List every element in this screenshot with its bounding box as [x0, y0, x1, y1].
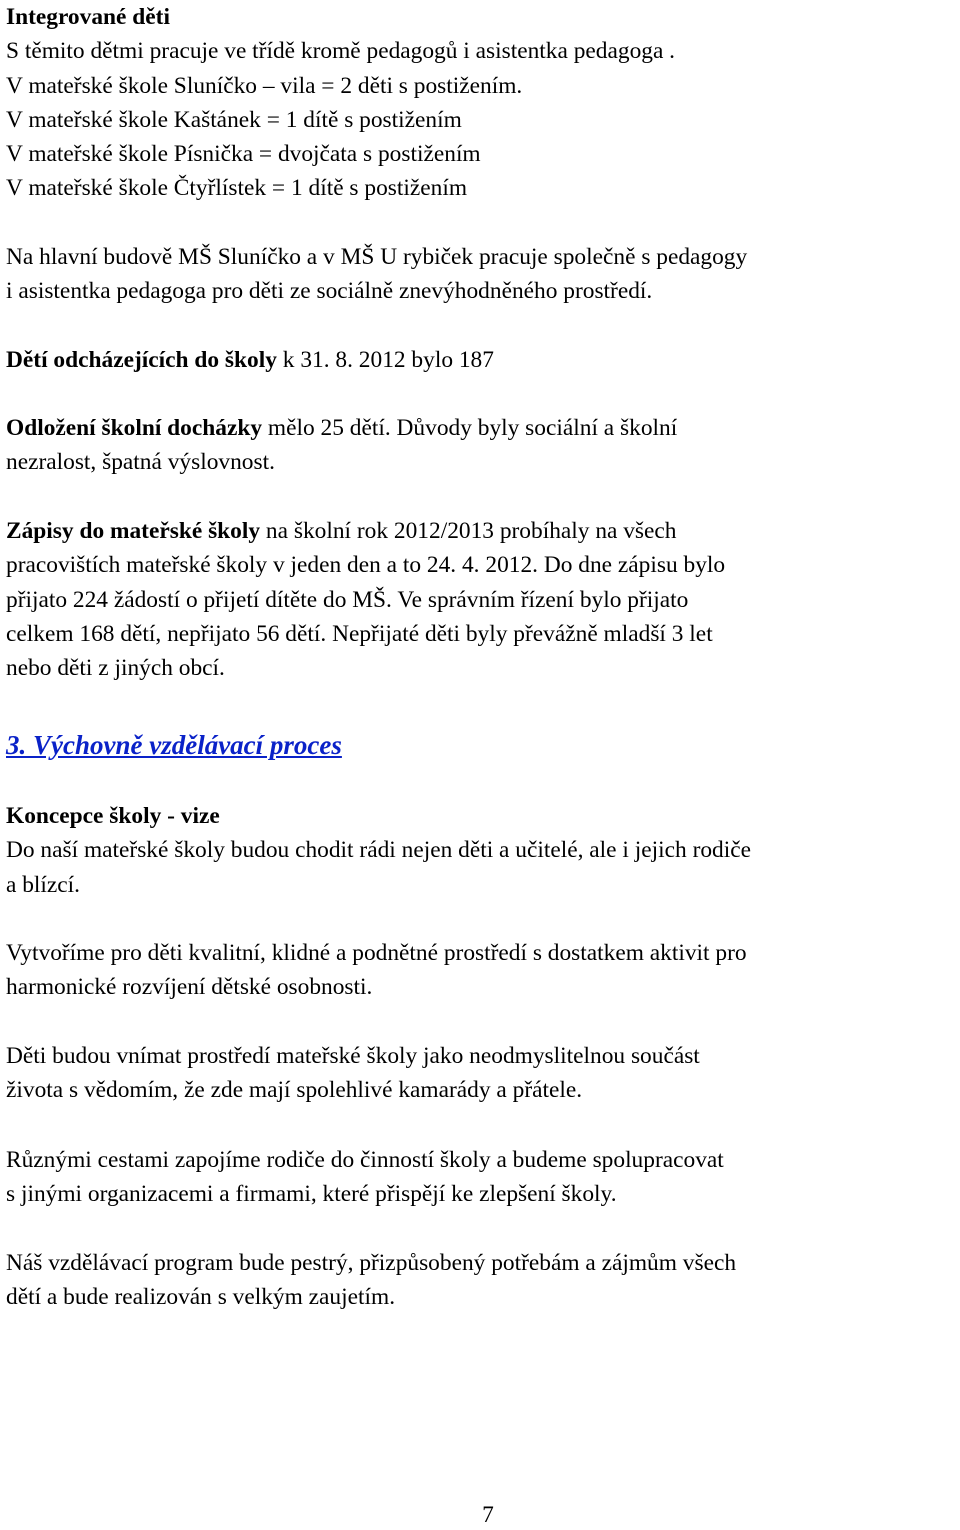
paragraph-line: nezralost, špatná výslovnost. [6, 449, 275, 476]
paragraph-line: pracovištích mateřské školy v jeden den a to 24. 4. 2012. Do dne zápisu bylo [6, 552, 726, 579]
enrollment-label: Zápisy do mateřské školy [6, 518, 261, 544]
paragraph-line: celkem 168 dětí, nepřijato 56 dětí. Nepřijaté děti byly převážně mladší 3 let [6, 620, 713, 647]
paragraph-line: Do naší mateřské školy budou chodit rádi nejen děti a učitelé, ale i jejich rodiče [6, 837, 752, 864]
postponement-paragraph [6, 411, 677, 480]
section-heading: 3. Výchovně vzdělávací proces [6, 730, 342, 760]
paragraph-line [6, 411, 677, 445]
paragraph-line: a blízcí. [6, 871, 81, 898]
integrated-children-title: Integrované děti [6, 4, 170, 30]
concept-paragraph [6, 1039, 700, 1108]
paragraph-line: přijato 224 žádostí o přijetí dítěte do MŠ. Ve správním řízení bylo přijato [6, 586, 689, 613]
integrated-line: V mateřské škole Sluníčko – vila = 2 děti s postižením. [6, 72, 523, 99]
enrollment-text: na školní rok 2012/2013 probíhaly na všech [260, 518, 677, 544]
page-number: 7 [482, 1502, 494, 1528]
paragraph-line: Děti budou vnímat prostředí mateřské školy jako neodmyslitelnou součást [6, 1043, 700, 1069]
enrollment-paragraph [6, 514, 725, 685]
integrated-line: V mateřské škole Kaštánek = 1 dítě s postižením [6, 106, 462, 133]
paragraph-line: i asistentka pedagoga pro děti ze sociálně znevýhodněného prostředí. [6, 278, 653, 305]
concept-title: Koncepce školy - vize [6, 803, 220, 829]
paragraph-line: nebo děti z jiných obcí. [6, 655, 225, 682]
paragraph-line: harmonické rozvíjení dětské osobnosti. [6, 974, 373, 1001]
leaving-children-line [6, 343, 494, 377]
postponement-label: Odložení školní docházky [6, 415, 263, 441]
paragraph-line: Náš vzdělávací program bude pestrý, přizpůsobený potřebám a zájmům všech [6, 1250, 737, 1276]
concept-paragraph [6, 1246, 736, 1315]
concept-paragraph [6, 1143, 724, 1212]
paragraph-line: Vytvoříme pro děti kvalitní, klidné a podnětné prostředí s dostatkem aktivit pro [6, 940, 747, 966]
main-building-paragraph [6, 240, 747, 309]
concept-section [6, 799, 751, 902]
concept-paragraph [6, 936, 747, 1005]
paragraph-line: dětí a bude realizován s velkým zaujetím. [6, 1284, 396, 1311]
paragraph-line: Na hlavní budově MŠ Sluníčko a v MŠ U rybiček pracuje společně s pedagogy [6, 244, 748, 270]
integrated-line: V mateřské škole Čtyřlístek = 1 dítě s postižením [6, 175, 468, 202]
integrated-children-section [6, 0, 675, 206]
integrated-line: S těmito dětmi pracuje ve třídě kromě pedagogů i asistentka pedagoga . [6, 38, 676, 65]
postponement-text: mělo 25 dětí. Důvody byly sociální a školní [262, 415, 678, 441]
paragraph-line: života s vědomím, že zde mají spolehlivé kamarády a přátele. [6, 1077, 583, 1104]
integrated-line: V mateřské škole Písnička = dvojčata s postižením [6, 141, 481, 168]
paragraph-line [6, 514, 725, 548]
leaving-children-label: Dětí odcházejících do školy [6, 347, 277, 373]
paragraph-line: Různými cestami zapojíme rodiče do činností školy a budeme spolupracovat [6, 1147, 724, 1173]
leaving-children-value: k 31. 8. 2012 bylo 187 [276, 347, 494, 373]
paragraph-line: s jinými organizacemi a firmami, které přispějí ke zlepšení školy. [6, 1181, 617, 1208]
